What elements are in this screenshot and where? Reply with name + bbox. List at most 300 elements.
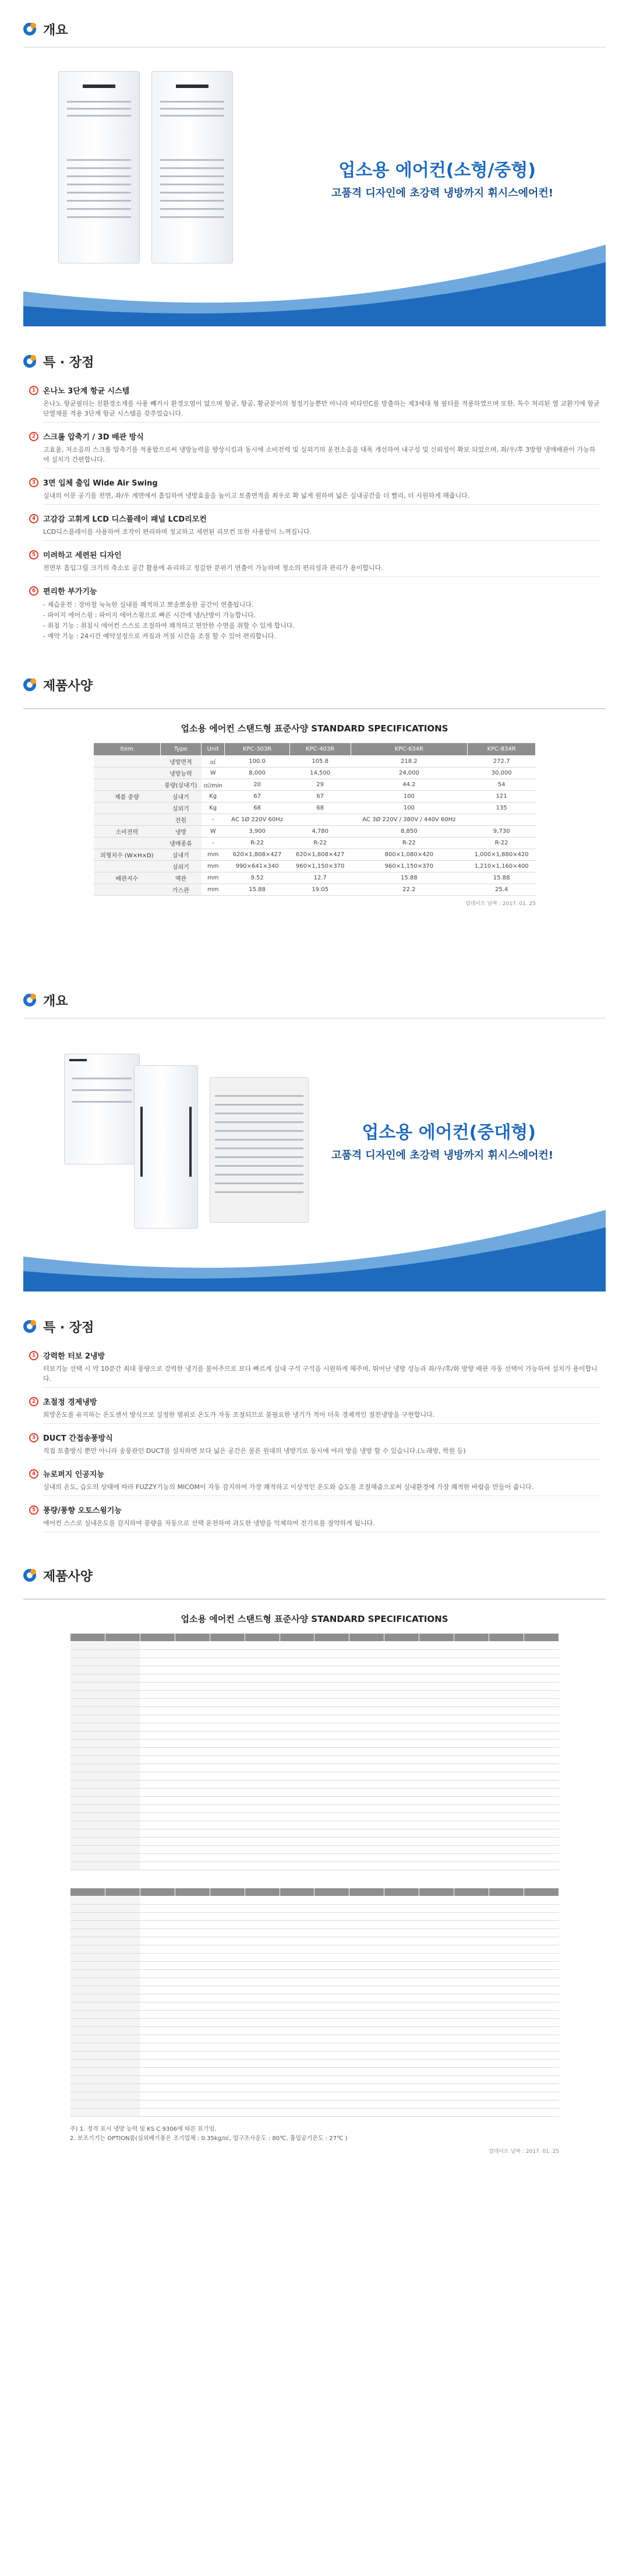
- feature-sublist: [43, 600, 600, 642]
- table-cell: [245, 2100, 280, 2109]
- update-date: 업데이트 날짜 : 2017. 01. 25: [465, 901, 536, 907]
- table-cell: [70, 2011, 105, 2019]
- table-cell: [384, 1954, 419, 1962]
- update-date: 업데이트 날짜 : 2017. 01. 25: [488, 2149, 559, 2155]
- table-cell: [454, 1748, 489, 1756]
- table-cell: [489, 1707, 524, 1715]
- table-cell: [210, 1913, 245, 1921]
- table-cell: [524, 1986, 559, 1994]
- column-header: [454, 1888, 489, 1896]
- table-cell: 1,000×1,880×420: [468, 849, 536, 861]
- table-cell: 4,780: [289, 826, 351, 837]
- table-row: [70, 2043, 559, 2051]
- table-cell: [175, 1905, 210, 1913]
- table-cell: [94, 756, 161, 768]
- table-row: [70, 2003, 559, 2011]
- table-cell: [489, 1813, 524, 1821]
- table-cell: [314, 2043, 349, 2051]
- table-cell: [419, 1921, 454, 1929]
- table-cell: [105, 2035, 140, 2043]
- table-cell: [489, 1732, 524, 1740]
- table-cell: [524, 1658, 559, 1666]
- column-header: [314, 1634, 349, 1642]
- table-cell: [280, 1838, 314, 1846]
- table-cell: [489, 1740, 524, 1748]
- table-cell: [314, 1978, 349, 1986]
- table-row: [70, 2092, 559, 2100]
- table-cell: [245, 2027, 280, 2035]
- table-row: [70, 1683, 559, 1691]
- table-cell: [314, 2035, 349, 2043]
- table-cell: [210, 1666, 245, 1674]
- table-cell: [280, 1740, 314, 1748]
- table-cell: [524, 1772, 559, 1780]
- table-cell: [454, 1789, 489, 1797]
- table-cell: [105, 1821, 140, 1829]
- table-cell: [314, 1797, 349, 1805]
- table-cell: [384, 2051, 419, 2060]
- table-cell: 12.7: [289, 872, 351, 884]
- table-cell: [140, 1921, 175, 1929]
- table-cell: [384, 1699, 419, 1707]
- section-bullet-icon: [23, 355, 36, 368]
- product-subheadline: 고품격 디자인에 초강력 냉방까지 휘시스에어컨!: [331, 187, 553, 199]
- table-cell: [349, 2003, 384, 2011]
- table-cell: [384, 1764, 419, 1772]
- table-cell: [140, 1691, 175, 1699]
- list-item: - 예약 기능 : 24시간 예약설정으로 켜짐과 꺼짐 시간을 조절 할 수 있어 편리합니다.: [43, 632, 277, 640]
- table-cell: [454, 1829, 489, 1838]
- column-header: [280, 1634, 314, 1642]
- table-cell: [314, 2109, 349, 2117]
- table-cell: [245, 1748, 280, 1756]
- table-cell: [419, 1723, 454, 1732]
- table-cell: [105, 1666, 140, 1674]
- features-heading-1: [0, 344, 629, 379]
- table-cell: [454, 1838, 489, 1846]
- table-cell: [175, 2011, 210, 2019]
- table-cell: [105, 1642, 140, 1650]
- table-row: [94, 814, 536, 826]
- table-cell: [94, 884, 161, 896]
- table-cell: [280, 1954, 314, 1962]
- table-cell: [384, 1994, 419, 2003]
- table-row: [70, 1732, 559, 1740]
- table-cell: [524, 1707, 559, 1715]
- table-cell: [175, 1642, 210, 1650]
- table-cell: 15.88: [351, 872, 468, 884]
- table-cell: R-22: [468, 837, 536, 849]
- table-cell: [454, 1772, 489, 1780]
- number-badge: 5: [29, 1505, 38, 1515]
- table-cell: 풍량(실내기): [160, 779, 201, 791]
- table-cell: [314, 1674, 349, 1683]
- table-cell: [454, 2076, 489, 2084]
- table-cell: 68: [289, 803, 351, 814]
- table-row: [70, 1715, 559, 1723]
- table-cell: [314, 1945, 349, 1954]
- table-cell: [280, 1929, 314, 1937]
- table-cell: [210, 2035, 245, 2043]
- table-row: [70, 1970, 559, 1978]
- table-cell: [105, 1978, 140, 1986]
- table-cell: [314, 1929, 349, 1937]
- table-cell: [349, 1772, 384, 1780]
- table-cell: [384, 1740, 419, 1748]
- table-cell: [454, 1740, 489, 1748]
- table-cell: [140, 2027, 175, 2035]
- note-line: 주) 1. 정격 표시 냉방 능력 및 KS C 9306에 따른 표기임.: [70, 2126, 217, 2132]
- table-cell: [314, 1813, 349, 1821]
- table-cell: [210, 1707, 245, 1715]
- table-cell: 냉방면적: [160, 756, 201, 768]
- table-cell: [175, 2100, 210, 2109]
- table-cell: [70, 1937, 105, 1945]
- table-cell: [245, 1805, 280, 1813]
- table-cell: 121: [468, 791, 536, 803]
- table-cell: [489, 1797, 524, 1805]
- table-cell: [140, 2084, 175, 2092]
- table-cell: [210, 1962, 245, 1970]
- table-cell: [280, 1683, 314, 1691]
- table-cell: [384, 2092, 419, 2100]
- table-cell: [384, 1854, 419, 1862]
- table-cell: [454, 2051, 489, 2060]
- table-cell: [105, 1740, 140, 1748]
- table-cell: [384, 1929, 419, 1937]
- table-cell: [210, 1732, 245, 1740]
- table-cell: [524, 2027, 559, 2035]
- feature-title: 온나노 3단계 항균 시스템: [43, 387, 130, 396]
- table-cell: [210, 1986, 245, 1994]
- table-cell: [210, 1829, 245, 1838]
- table-cell: [140, 2003, 175, 2011]
- column-header: [419, 1888, 454, 1896]
- table-cell: [454, 1658, 489, 1666]
- table-cell: [70, 2027, 105, 2035]
- table-cell: [524, 1723, 559, 1732]
- table-cell: [468, 814, 536, 826]
- table-cell: [105, 1772, 140, 1780]
- section-bullet-icon: [23, 678, 36, 691]
- table-cell: [245, 1829, 280, 1838]
- table-row: [70, 1929, 559, 1937]
- table-cell: [245, 1756, 280, 1764]
- table-cell: [94, 837, 161, 849]
- table-cell: [314, 1921, 349, 1929]
- table-cell: [210, 1650, 245, 1658]
- table-cell: [70, 1929, 105, 1937]
- table-cell: [105, 1838, 140, 1846]
- table-cell: [384, 1658, 419, 1666]
- table-cell: [524, 1691, 559, 1699]
- table-cell: [349, 2027, 384, 2035]
- table-cell: [314, 2019, 349, 2027]
- table-cell: [524, 2092, 559, 2100]
- table-cell: [454, 1674, 489, 1683]
- table-cell: [419, 1764, 454, 1772]
- table-cell: [140, 1821, 175, 1829]
- table-cell: 전원: [160, 814, 201, 826]
- table-cell: [384, 1732, 419, 1740]
- table-cell: [454, 2003, 489, 2011]
- table-cell: [384, 1838, 419, 1846]
- table-cell: [175, 1954, 210, 1962]
- table-cell: [454, 1715, 489, 1723]
- table-cell: [140, 1986, 175, 1994]
- table-cell: [349, 1699, 384, 1707]
- table-cell: [384, 2100, 419, 2109]
- table-cell: [140, 1913, 175, 1921]
- table-cell: [349, 1962, 384, 1970]
- table-cell: [384, 1666, 419, 1674]
- table-cell: [419, 2051, 454, 2060]
- table-cell: [419, 1780, 454, 1789]
- table-cell: [280, 2068, 314, 2076]
- table-cell: [314, 2068, 349, 2076]
- table-cell: [140, 1723, 175, 1732]
- table-cell: [524, 1764, 559, 1772]
- table-cell: [419, 1986, 454, 1994]
- column-header: [175, 1634, 210, 1642]
- table-row: [70, 1666, 559, 1674]
- table-cell: [489, 1994, 524, 2003]
- table-cell: [419, 2003, 454, 2011]
- feature-text: 실내의 온도, 습도의 상태에 따라 FUZZY기능의 MICOM이 자동 감지하여 가장 쾌적하고 이상적인 온도와 습도를 조절해줌으로써 실내환경에 가장 쾌적한 바람을 만들어 줍니다.: [43, 1482, 600, 1496]
- table-cell: R-22: [225, 837, 289, 849]
- table-cell: [140, 1642, 175, 1650]
- table-cell: [140, 1937, 175, 1945]
- table-row: [70, 2076, 559, 2084]
- table-cell: [175, 1805, 210, 1813]
- table-cell: [289, 814, 351, 826]
- table-cell: [280, 1756, 314, 1764]
- table-cell: [454, 1723, 489, 1732]
- table-cell: [175, 1699, 210, 1707]
- table-cell: [489, 1921, 524, 1929]
- table-cell: [489, 1986, 524, 1994]
- table-cell: [489, 1854, 524, 1862]
- table-cell: 실외기: [160, 861, 201, 872]
- table-cell: [70, 1986, 105, 1994]
- feature-title: 고감감 고휘게 LCD 디스플레이 패널 LCD리모컨: [43, 515, 207, 524]
- table-cell: [384, 1642, 419, 1650]
- table-cell: [70, 1723, 105, 1732]
- table-cell: [105, 1862, 140, 1870]
- table-cell: [349, 1764, 384, 1772]
- feature-item: [29, 1504, 600, 1532]
- table-cell: [419, 1772, 454, 1780]
- table-cell: 냉방능력: [160, 768, 201, 779]
- table-cell: [349, 2076, 384, 2084]
- table-cell: [314, 1642, 349, 1650]
- table-cell: [349, 2100, 384, 2109]
- column-header: [210, 1888, 245, 1896]
- table-cell: [454, 1732, 489, 1740]
- table-cell: [349, 1723, 384, 1732]
- table-cell: [419, 1929, 454, 1937]
- table-cell: [140, 2019, 175, 2027]
- table-cell: [524, 1715, 559, 1723]
- table-cell: [245, 2043, 280, 2051]
- table-cell: [419, 1707, 454, 1715]
- feature-item: [29, 585, 600, 642]
- table-cell: [280, 1797, 314, 1805]
- table-cell: [175, 1913, 210, 1921]
- table-cell: [140, 1674, 175, 1683]
- table-cell: [210, 2043, 245, 2051]
- table-row: [70, 1962, 559, 1970]
- table-cell: [419, 1937, 454, 1945]
- table-cell: [210, 1854, 245, 1862]
- table-cell: [245, 1838, 280, 1846]
- table-cell: [210, 2076, 245, 2084]
- number-badge: 1: [29, 1351, 38, 1360]
- table-cell: [314, 1723, 349, 1732]
- table-cell: [524, 1846, 559, 1854]
- table-cell: Kg: [202, 791, 225, 803]
- table-cell: [210, 1905, 245, 1913]
- table-row: [70, 1707, 559, 1715]
- number-badge: 1: [29, 386, 38, 395]
- table-cell: [314, 1937, 349, 1945]
- table-cell: [454, 1691, 489, 1699]
- table-cell: [210, 1789, 245, 1797]
- table-cell: [524, 1962, 559, 1970]
- table-cell: [70, 2100, 105, 2109]
- table-cell: [419, 1805, 454, 1813]
- table-cell: [245, 1797, 280, 1805]
- feature-item: [29, 1432, 600, 1460]
- table-cell: [245, 1978, 280, 1986]
- table-row: [70, 1650, 559, 1658]
- features-heading-2: [0, 1309, 629, 1344]
- table-cell: [314, 1748, 349, 1756]
- table-cell: [105, 1756, 140, 1764]
- table-cell: [280, 2076, 314, 2084]
- table-cell: [105, 1986, 140, 1994]
- table-cell: [384, 2084, 419, 2092]
- table-cell: [454, 1683, 489, 1691]
- table-cell: [454, 2060, 489, 2068]
- table-cell: [175, 1683, 210, 1691]
- feature-title: 스크롤 압축기 / 3D 배관 방식: [43, 433, 144, 442]
- table-cell: [524, 1756, 559, 1764]
- table-cell: [280, 1978, 314, 1986]
- feature-list-2: [0, 1344, 629, 1546]
- table-cell: [524, 2019, 559, 2027]
- table-cell: [210, 1813, 245, 1821]
- column-header: [280, 1888, 314, 1896]
- table-cell: [94, 861, 161, 872]
- table-row: [70, 1846, 559, 1854]
- table-cell: [280, 1658, 314, 1666]
- table-cell: [524, 2109, 559, 2117]
- table-cell: [280, 1986, 314, 1994]
- table-cell: [419, 2060, 454, 2068]
- table-cell: [140, 1954, 175, 1962]
- feature-text: 직접 토출방식 뿐만 아니라 송풍관인 DUCT를 설치하면 보다 넓은 공간은 물론 원대의 냉방기로 동시에 여러 방을 냉방 할 수 있습니다.(노래방, 학원 등): [43, 1446, 600, 1460]
- table-cell: [314, 2076, 349, 2084]
- table-cell: [140, 2076, 175, 2084]
- table-cell: [489, 1945, 524, 1954]
- table-cell: [175, 2019, 210, 2027]
- table-cell: [349, 2051, 384, 2060]
- table-cell: [140, 1838, 175, 1846]
- table-cell: [105, 1962, 140, 1970]
- table-cell: [210, 1756, 245, 1764]
- section-bullet-icon: [23, 1569, 36, 1582]
- table-cell: [105, 1846, 140, 1854]
- table-cell: [210, 1937, 245, 1945]
- table-cell: [384, 1896, 419, 1905]
- table-cell: [70, 1650, 105, 1658]
- table-cell: [245, 1905, 280, 1913]
- number-badge: 2: [29, 432, 38, 441]
- table-cell: [314, 1854, 349, 1862]
- column-header: [70, 1634, 105, 1642]
- table-cell: [280, 1945, 314, 1954]
- table-cell: [454, 1994, 489, 2003]
- table-cell: [419, 1994, 454, 2003]
- table-cell: [524, 1954, 559, 1962]
- table-cell: [210, 2084, 245, 2092]
- table-cell: [175, 1756, 210, 1764]
- table-cell: [245, 2084, 280, 2092]
- table-cell: [70, 1954, 105, 1962]
- table-cell: [524, 1921, 559, 1929]
- feature-list-1: [0, 379, 629, 656]
- table-cell: [105, 1699, 140, 1707]
- table-row: [70, 1921, 559, 1929]
- section-bullet-icon: [23, 994, 36, 1007]
- table-cell: [70, 2109, 105, 2117]
- table-cell: [524, 1945, 559, 1954]
- table-cell: [419, 1846, 454, 1854]
- table-cell: [384, 1921, 419, 1929]
- table-cell: [245, 2011, 280, 2019]
- table-cell: [384, 1772, 419, 1780]
- table-cell: [524, 1683, 559, 1691]
- table-row: [70, 1723, 559, 1732]
- table-cell: [105, 1789, 140, 1797]
- table-cell: [524, 1666, 559, 1674]
- section-title: 제품사양: [43, 1569, 93, 1584]
- table-cell: [70, 2084, 105, 2092]
- column-header: [489, 1888, 524, 1896]
- number-badge: 3: [29, 478, 38, 487]
- table-cell: [140, 2011, 175, 2019]
- table-cell: [210, 1805, 245, 1813]
- table-cell: [245, 2051, 280, 2060]
- table-cell: [314, 1913, 349, 1921]
- table-row: [94, 779, 536, 791]
- table-cell: [175, 2060, 210, 2068]
- table-cell: [140, 1854, 175, 1862]
- table-cell: [524, 1789, 559, 1797]
- table-cell: [384, 1821, 419, 1829]
- spec-table-block-1: [23, 708, 606, 913]
- table-cell: 54: [468, 779, 536, 791]
- overview-heading-2: [0, 983, 629, 1018]
- table-cell: [280, 1905, 314, 1913]
- table-cell: [105, 2011, 140, 2019]
- table-cell: [349, 1732, 384, 1740]
- table-cell: [175, 2076, 210, 2084]
- table-cell: [489, 2027, 524, 2035]
- table-cell: 3,900: [225, 826, 289, 837]
- table-cell: [349, 1945, 384, 1954]
